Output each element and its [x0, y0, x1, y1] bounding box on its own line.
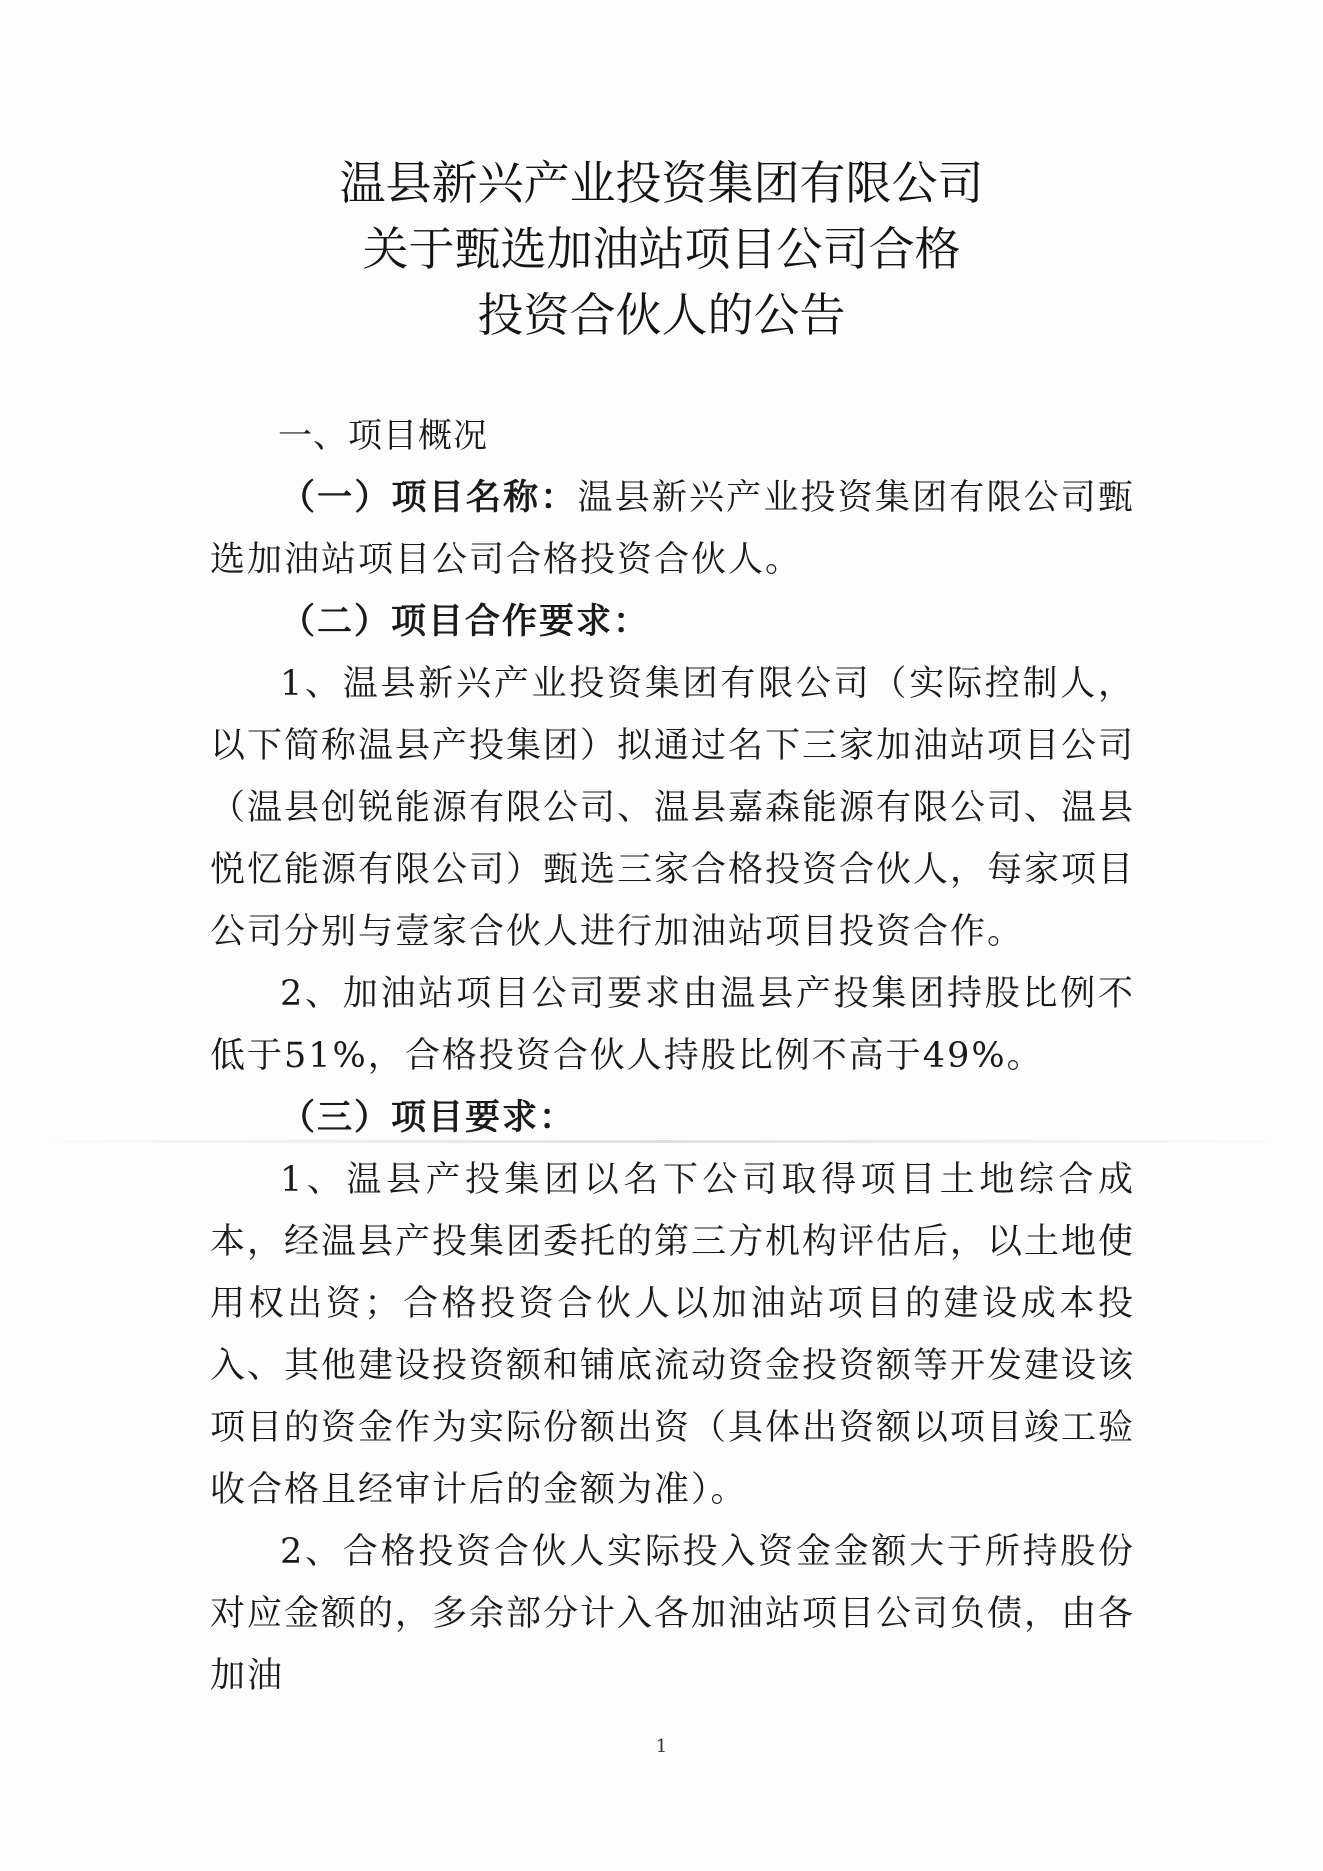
item-project-name [210, 467, 1135, 591]
item-project-name-text: 温县新兴产业投资集团有限公司甄选加油站项目公司合格投资合伙人。 [210, 478, 1135, 580]
item-project-name-label: （一）项目名称： [280, 477, 578, 518]
title-line-1: 温县新兴产业投资集团有限公司 [339, 156, 984, 210]
requirement-point-1: 1、温县产投集团以名下公司取得项目土地综合成本，经温县产投集团委托的第三方机构评估后，以土地使用权出资；合格投资合伙人以加油站项目的建设成本投入、其他建设投资额和铺底流动资金投资额等开发建设该项目的资金作为实际份额出资（具体出资额以项目竣工验收合格且经审计后的金额为准）。 [210, 1160, 1136, 1510]
title-line-2: 关于甄选加油站项目公司合格 [362, 222, 961, 276]
section-heading-overview: 一、项目概况 [278, 416, 488, 456]
cooperation-point-1: 1、温县新兴产业投资集团有限公司（实际控制人，以下简称温县产投集团）拟通过名下三家加油站项目公司（温县创锐能源有限公司、温县嘉森能源有限公司、温县悦忆能源有限公司）甄选三家合格投资合伙人，每家项目公司分别与壹家合伙人进行加油站项目投资合作。 [210, 664, 1136, 952]
item-cooperation-heading: （二）项目合作要求： [280, 601, 651, 642]
title-line-3: 投资合伙人的公告 [477, 288, 846, 342]
document-title [0, 150, 1323, 348]
item-requirements-heading: （三）项目要求： [280, 1097, 577, 1138]
cooperation-point-2: 2、加油站项目公司要求由温县产投集团持股比例不低于51%，合格投资合伙人持股比例不高于49%。 [210, 974, 1135, 1076]
page-number: 1 [655, 1736, 668, 1757]
requirement-point-2: 2、合格投资合伙人实际投入资金金额大于所持股份对应金额的，多余部分计入各加油站项目公司负债，由各加油 [210, 1532, 1136, 1696]
document-body [210, 405, 1135, 1707]
